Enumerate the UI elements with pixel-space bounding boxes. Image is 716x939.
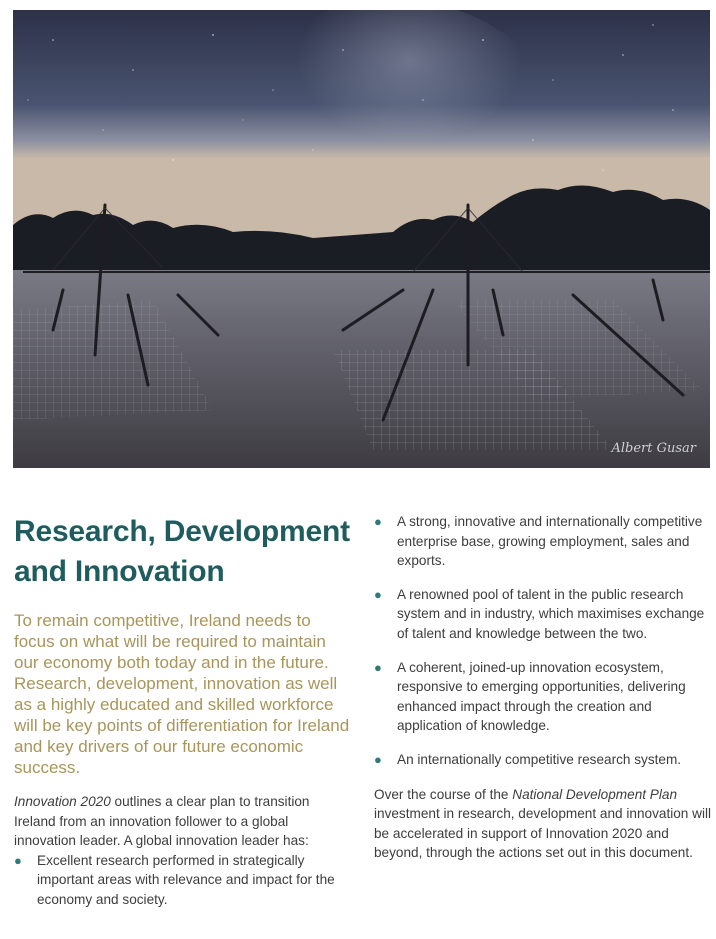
intro-text: outlines a clear plan to transition Ireland from an innovation follower to a global innovation leader. A global innovation leader has: — [14, 794, 310, 849]
list-item — [14, 851, 354, 910]
closing-pre: Over the course of the — [374, 786, 513, 802]
list-item — [374, 585, 714, 644]
list-item — [374, 658, 714, 736]
hero-photo — [13, 10, 710, 468]
bullet-icon: ● — [374, 586, 382, 602]
list-item-text: A renowned pool of talent in the public research system and in industry, which maximises exchange of talent and knowledge between the two. — [397, 586, 705, 641]
list-item-text: A coherent, joined-up innovation ecosystem, responsive to emerging opportunities, delivering enhanced impact through the creation and application of knowledge. — [397, 659, 686, 734]
closing-paragraph — [374, 785, 714, 863]
left-bullet-list — [14, 851, 354, 910]
bullet-icon: ● — [14, 852, 22, 868]
right-column — [374, 512, 714, 863]
list-item-text: Excellent research performed in strategically important areas with relevance and impact for the economy and society. — [37, 852, 335, 907]
bullet-icon: ● — [374, 514, 382, 529]
bullet-icon: ● — [374, 659, 382, 675]
intro-paragraph — [14, 792, 354, 851]
closing-text: investment in research, development and innovation will be accelerated in support of Innovation 2020 and beyond, through the actions set out in this document. — [374, 806, 712, 861]
closing-italic: National Development Plan — [512, 786, 678, 802]
intro-italic: Innovation 2020 — [14, 794, 111, 809]
photo-signature: Albert Gusar — [611, 441, 696, 456]
list-item — [374, 750, 714, 770]
list-item — [374, 512, 714, 571]
list-item-text: A strong, innovative and internationally competitive enterprise base, growing employment, sales and exports. — [397, 514, 703, 569]
list-item-text: An internationally competitive research system. — [397, 751, 682, 767]
lead-paragraph: To remain competitive, Ireland needs to focus on what will be required to maintain our economy both today and in the future. Research, development, innovation as well as a highly educated and skilled workforce will be key points of differentiation for Ireland and key drivers of our future economic success. — [14, 611, 350, 777]
right-bullet-list — [374, 512, 714, 770]
page-title: Research, Development and Innovation — [14, 515, 350, 588]
left-column — [14, 512, 354, 910]
bullet-icon: ● — [374, 751, 382, 767]
night-sky-image — [13, 10, 710, 468]
